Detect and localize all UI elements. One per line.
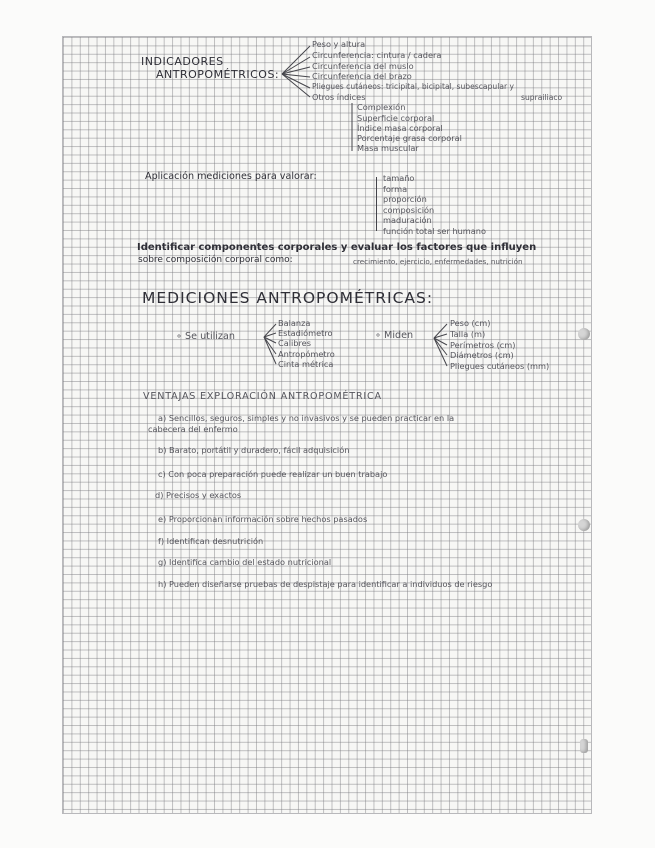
section1-item-continuation: suprailiaco (521, 93, 563, 102)
section1-title-line1: INDICADORES (141, 55, 224, 68)
section5-item: f) Identifican desnutrición (158, 536, 264, 546)
section1-subitem: Porcentaje grasa corporal (357, 133, 462, 143)
section4-uses-label: ∘ Se utilizan (176, 331, 235, 342)
section2-item: forma (383, 184, 408, 194)
section5-item: e) Proporcionan información sobre hechos pasados (158, 514, 368, 524)
section5-item: g) Identifica cambio del estado nutricional (158, 557, 332, 567)
section4-measure: Diámetros (cm) (450, 350, 514, 360)
section3-factors: crecimiento, ejercicio, enfermedades, nutrición (353, 257, 523, 266)
section5-item-a-line2: cabecera del enfermo (148, 424, 238, 434)
section4-instrument: Calibres (278, 338, 311, 348)
section4-instrument: Antropómetro (278, 349, 335, 359)
section2-item: función total ser humano (383, 226, 487, 236)
section2-item: tamaño (383, 173, 415, 183)
section1-subitem: Superficie corporal (357, 113, 435, 123)
section4-title: MEDICIONES ANTROPOMÉTRICAS: (142, 289, 434, 307)
section1-item: Peso y altura (312, 39, 366, 49)
section5-item-a-line1: a) Sencillos, seguros, simples y no invasivos y se pueden practicar en la (158, 413, 455, 423)
section1-title-line2: ANTROPOMÉTRICOS: (156, 68, 280, 81)
section2-item: composición (383, 205, 435, 215)
section3-line1: Identificar componentes corporales y evaluar los factores que influyen (137, 242, 537, 253)
section5-item: c) Con poca preparación puede realizar un buen trabajo (158, 469, 388, 479)
section1-item: Circunferencia del brazo (312, 71, 412, 81)
section2-item: maduración (383, 215, 432, 225)
section4-instrument: Cinta métrica (278, 359, 334, 369)
section1-subitem: Masa muscular (357, 143, 419, 153)
section5-title: VENTAJAS EXPLORACIÓN ANTROPOMÉTRICA (143, 391, 382, 402)
section4-measure: Peso (cm) (450, 318, 491, 328)
section1-subitem: Complexión (357, 102, 406, 112)
section2-item: proporción (383, 194, 427, 204)
section4-measures-label: ∘ Miden (375, 330, 414, 341)
section4-measure: Talla (m) (450, 329, 486, 339)
section1-item: Circunferencia: cintura / cadera (312, 50, 442, 60)
section4-measure: Pliegues cutáneos (mm) (450, 361, 550, 371)
section5-item: d) Precisos y exactos (155, 490, 242, 500)
section2-bracket (376, 177, 377, 231)
section4-instrument: Estadiómetro (278, 328, 333, 338)
section5-item: b) Barato, portátil y duradero, fácil adquisición (158, 445, 350, 455)
section4-measure: Perímetros (cm) (450, 340, 516, 350)
section1-subitem: Índice masa corporal (357, 123, 443, 133)
section5-item: h) Pueden diseñarse pruebas de despistaje para identificar a individuos de riesgo (158, 579, 493, 589)
section1-item: Pliegues cutáneos: tricipital, bicipital, subescapular y (312, 82, 515, 91)
section4-instrument: Balanza (278, 318, 311, 328)
section2-title: Aplicación mediciones para valorar: (145, 171, 317, 182)
section1-item: Otros índices (312, 92, 366, 102)
section1-item: Circunferencia del muslo (312, 61, 414, 71)
section3-line2: sobre composición corporal como: (138, 255, 293, 265)
